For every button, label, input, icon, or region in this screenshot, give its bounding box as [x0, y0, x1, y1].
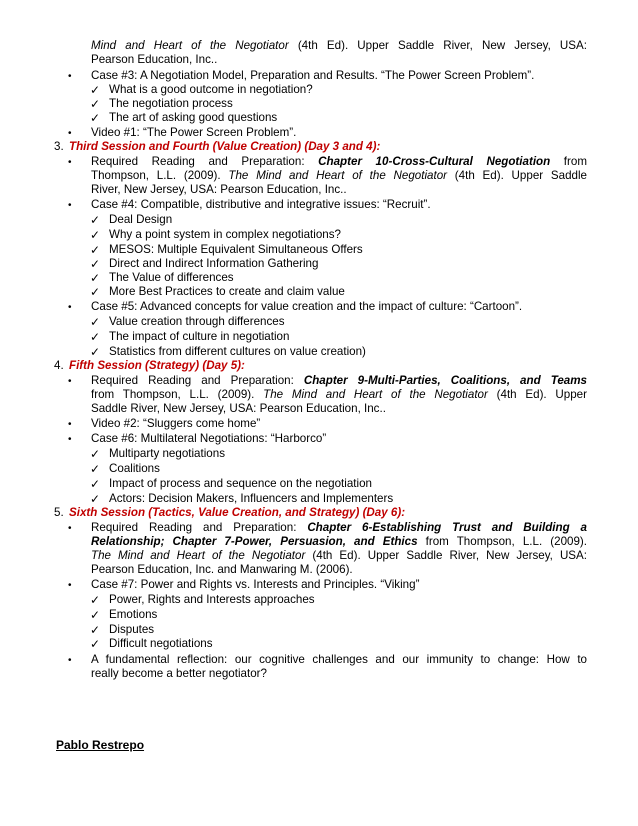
reading-line: The Mind and Heart of the Negotiator (4th Ed). Upper Saddle River, New Jersey, USA: — [91, 549, 587, 562]
bullet-icon: • — [68, 157, 72, 168]
reflection-item: really become a better negotiator? — [91, 667, 267, 680]
section-number: 5. — [54, 506, 64, 519]
check-item: Direct and Indirect Information Gathering — [109, 257, 319, 270]
reading-line: Thompson, L.L. (2009). The Mind and Heart of the Negotiator (4th Ed). Upper Saddle — [91, 169, 588, 182]
checkmark-icon: ✓ — [90, 111, 101, 125]
signature-name: Pablo Restrepo — [56, 738, 145, 752]
bullet-icon: • — [68, 128, 72, 139]
reading-line: Relationship; Chapter 7-Power, Persuasion, and Ethics from Thompson, L.L. (2009). — [91, 535, 587, 548]
check-item: Deal Design — [109, 213, 173, 226]
reading-line: from Thompson, L.L. (2009). The Mind and Heart of the Negotiator (4th Ed). Upper — [91, 388, 587, 401]
check-item: Value creation through differences — [109, 315, 285, 328]
check-item: The art of asking good questions — [109, 111, 278, 124]
check-item: Actors: Decision Makers, Influencers and Implementers — [109, 492, 394, 505]
bullet-icon: • — [68, 419, 72, 430]
bullet-icon: • — [68, 71, 72, 82]
section-5-heading: Sixth Session (Tactics, Value Creation, and Strategy) (Day 6): — [69, 506, 406, 519]
section-number: 4. — [54, 359, 64, 372]
reading-line: Required Reading and Preparation: Chapter 10-Cross-Cultural Negotiation from — [91, 155, 587, 168]
video-2-item: Video #2: “Sluggers come home” — [91, 417, 261, 430]
check-item: More Best Practices to create and claim value — [109, 285, 345, 298]
check-item: What is a good outcome in negotiation? — [109, 83, 313, 96]
checkmark-icon: ✓ — [90, 315, 101, 329]
checkmark-icon: ✓ — [90, 83, 101, 97]
text-line: Mind and Heart of the Negotiator (4th Ed). Upper Saddle River, New Jersey, USA: — [91, 39, 587, 52]
bullet-icon: • — [68, 302, 72, 313]
check-item: MESOS: Multiple Equivalent Simultaneous Offers — [109, 243, 363, 256]
check-item: Multiparty negotiations — [109, 447, 225, 460]
section-number: 3. — [54, 140, 64, 153]
checkmark-icon: ✓ — [90, 608, 101, 622]
check-item: Why a point system in complex negotiations? — [109, 228, 341, 241]
case-6-item: Case #6: Multilateral Negotiations: “Harborco” — [91, 432, 327, 445]
checkmark-icon: ✓ — [90, 271, 101, 285]
reflection-item: A fundamental reflection: our cognitive challenges and our immunity to change: How to — [91, 653, 587, 666]
checkmark-icon: ✓ — [90, 623, 101, 637]
check-item: Impact of process and sequence on the negotiation — [109, 477, 372, 490]
bullet-icon: • — [68, 580, 72, 591]
checkmark-icon: ✓ — [90, 228, 101, 242]
bullet-icon: • — [68, 523, 72, 534]
check-item: Power, Rights and Interests approaches — [109, 593, 315, 606]
video-1-item: Video #1: “The Power Screen Problem”. — [91, 126, 297, 139]
reading-line: Saddle River, New Jersey, USA: Pearson Education, Inc.. — [91, 402, 386, 415]
check-item: Statistics from different cultures on value creation) — [109, 345, 366, 358]
check-item: The Value of differences — [109, 271, 234, 284]
checkmark-icon: ✓ — [90, 285, 101, 299]
bullet-icon: • — [68, 376, 72, 387]
bullet-icon: • — [68, 655, 72, 666]
checkmark-icon: ✓ — [90, 97, 101, 111]
check-item: Emotions — [109, 608, 158, 621]
section-3-heading: Third Session and Fourth (Value Creation) (Day 3 and 4): — [69, 140, 381, 153]
check-item: Coalitions — [109, 462, 160, 475]
checkmark-icon: ✓ — [90, 243, 101, 257]
case-7-item: Case #7: Power and Rights vs. Interests and Principles. “Viking” — [91, 578, 420, 591]
bullet-icon: • — [68, 200, 72, 211]
reading-line: River, New Jersey, USA: Pearson Education, Inc.. — [91, 183, 347, 196]
section-4-heading: Fifth Session (Strategy) (Day 5): — [69, 359, 245, 372]
checkmark-icon: ✓ — [90, 593, 101, 607]
case-5-item: Case #5: Advanced concepts for value creation and the impact of culture: “Cartoon”. — [91, 300, 523, 313]
checkmark-icon: ✓ — [90, 477, 101, 491]
reading-line: Pearson Education, Inc. and Manwaring M. (2006). — [91, 563, 353, 576]
checkmark-icon: ✓ — [90, 257, 101, 271]
checkmark-icon: ✓ — [90, 462, 101, 476]
checkmark-icon: ✓ — [90, 637, 101, 651]
check-item: Difficult negotiations — [109, 637, 213, 650]
text-line: Pearson Education, Inc.. — [91, 53, 218, 66]
case-4-item: Case #4: Compatible, distributive and integrative issues: “Recruit”. — [91, 198, 431, 211]
checkmark-icon: ✓ — [90, 492, 101, 506]
reading-line: Required Reading and Preparation: Chapter 6-Establishing Trust and Building a — [91, 521, 588, 534]
bullet-icon: • — [68, 434, 72, 445]
checkmark-icon: ✓ — [90, 345, 101, 359]
checkmark-icon: ✓ — [90, 447, 101, 461]
case-3-item: Case #3: A Negotiation Model, Preparation and Results. “The Power Screen Problem”. — [91, 69, 535, 82]
check-item: Disputes — [109, 623, 155, 636]
check-item: The impact of culture in negotiation — [109, 330, 290, 343]
check-item: The negotiation process — [109, 97, 233, 110]
checkmark-icon: ✓ — [90, 330, 101, 344]
checkmark-icon: ✓ — [90, 213, 101, 227]
reading-line: Required Reading and Preparation: Chapter 9-Multi-Parties, Coalitions, and Teams — [91, 374, 587, 387]
